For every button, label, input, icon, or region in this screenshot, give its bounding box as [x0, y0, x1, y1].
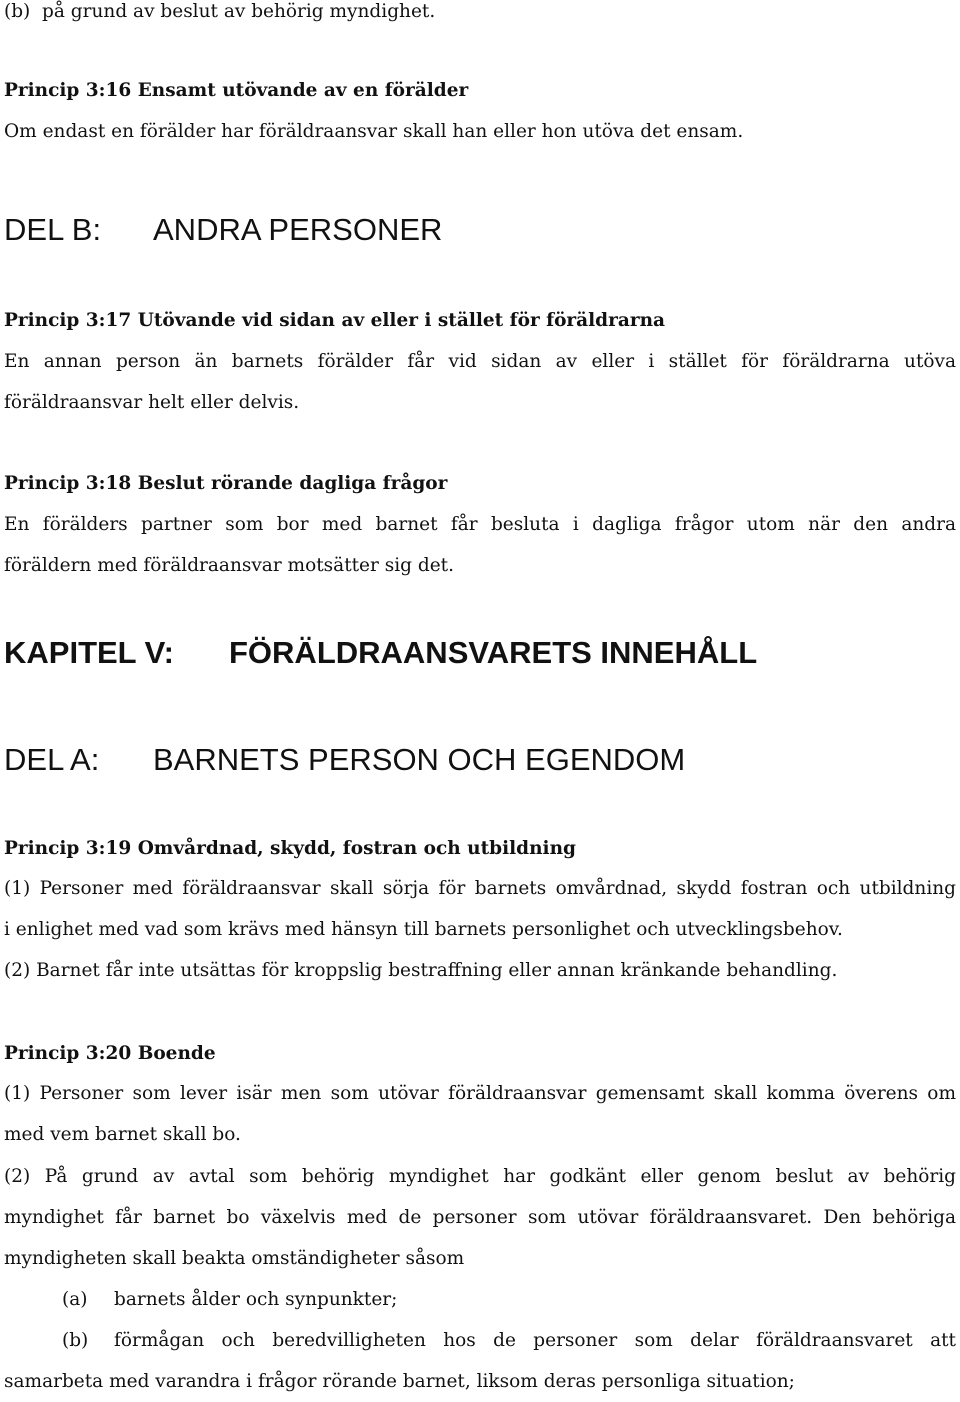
principle-3-18-title: Princip 3:18 Beslut rörande dagliga frågor — [4, 473, 448, 494]
part-title: ANDRA PERSONER — [153, 212, 443, 247]
list-item-a — [0, 1279, 960, 1320]
principle-3-16-title: Princip 3:16 Ensamt utövande av en förälder — [4, 80, 469, 101]
list-item-text: barnets ålder och synpunkter; — [114, 1289, 398, 1310]
principle-3-20-title: Princip 3:20 Boende — [4, 1043, 216, 1064]
chapter-label: KAPITEL V: — [4, 635, 174, 670]
principle-3-20-line-3: (2) På grund av avtal som behörig myndighet har godkänt eller genom beslut av behörig — [4, 1166, 956, 1187]
principle-3-19-title: Princip 3:19 Omvårdnad, skydd, fostran och utbildning — [4, 838, 576, 859]
list-item-label: (b) — [62, 1330, 89, 1351]
list-item-b-top — [4, 0, 956, 32]
principle-3-16-text: Om endast en förälder har föräldraansvar skall han eller hon utöva det ensam. — [4, 121, 744, 142]
principle-3-20-line-1: (1) Personer som lever isär men som utövar föräldraansvar gemensamt skall komma överens om — [4, 1083, 956, 1104]
part-title: BARNETS PERSON OCH EGENDOM — [153, 742, 686, 777]
principle-3-20-line-4: myndighet får barnet bo växelvis med de personer som utövar föräldraansvaret. Den behöriga — [4, 1207, 956, 1228]
chapter-5-heading — [4, 633, 954, 673]
principle-3-17-title: Princip 3:17 Utövande vid sidan av eller i stället för föräldrarna — [4, 310, 666, 331]
part-b-heading — [4, 210, 954, 250]
list-item-label: (a) — [62, 1289, 88, 1310]
list-item-label: (b) — [4, 1, 31, 22]
list-item-text: på grund av beslut av behörig myndighet. — [42, 1, 436, 22]
principle-3-19-line-2: i enlighet med vad som krävs med hänsyn till barnets personlighet och utvecklingsbehov. — [4, 919, 843, 940]
principle-3-18-line-2: föräldern med föräldraansvar motsätter sig det. — [4, 555, 454, 576]
principle-3-20-line-5: myndigheten skall beakta omständigheter såsom — [4, 1248, 465, 1269]
principle-3-20-line-6: samarbeta med varandra i frågor rörande barnet, liksom deras personliga situation; — [4, 1371, 795, 1392]
principle-3-17-line-2: föräldraansvar helt eller delvis. — [4, 392, 300, 413]
principle-3-17-line-1: En annan person än barnets förälder får vid sidan av eller i stället för föräldrarna utöva — [4, 351, 956, 372]
part-a-heading — [4, 740, 954, 780]
chapter-title: FÖRÄLDRAANSVARETS INNEHÅLL — [229, 635, 758, 670]
list-item-b — [0, 1320, 960, 1361]
principle-3-20-line-2: med vem barnet skall bo. — [4, 1124, 241, 1145]
principle-3-18-line-1: En förälders partner som bor med barnet får besluta i dagliga frågor utom när den andra — [4, 514, 956, 535]
part-label: DEL B: — [4, 212, 102, 247]
list-item-text: förmågan och beredvilligheten hos de personer som delar föräldraansvaret att — [114, 1330, 956, 1351]
principle-3-19-line-1: (1) Personer med föräldraansvar skall sörja för barnets omvårdnad, skydd fostran och utbildning — [4, 878, 956, 899]
principle-3-19-line-3: (2) Barnet får inte utsättas för kroppslig bestraffning eller annan kränkande behandling. — [4, 960, 838, 981]
part-label: DEL A: — [4, 742, 100, 777]
